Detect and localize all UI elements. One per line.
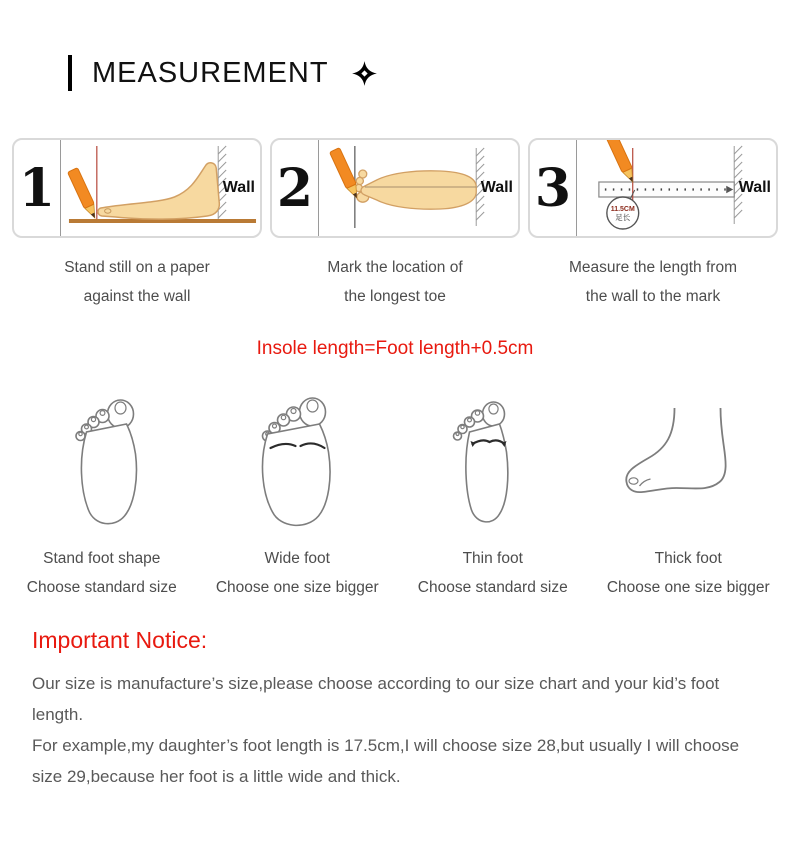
callout-label: 足长 (615, 212, 631, 223)
wide-foot-label: Wide foot Choose one size bigger (215, 550, 379, 596)
important-notice-section (32, 627, 752, 792)
notice-heading: Important Notice: (32, 627, 208, 653)
step-3-illustration (577, 140, 776, 236)
wall-label: Wall (480, 179, 513, 196)
foot-type-labels (0, 544, 790, 602)
pencil-icon (68, 168, 100, 221)
step-2-illustration (319, 140, 518, 236)
thin-foot-illustration (395, 386, 584, 536)
thick-foot-illustration (584, 386, 773, 536)
step-2-caption: Mark the location of the longest toe (327, 259, 463, 305)
thin-foot-label: Thin foot Choose standard size (417, 550, 568, 596)
pencil-icon (330, 148, 362, 201)
wall-label: Wall (738, 179, 771, 196)
thick-foot-label: Thick foot Choose one size bigger (606, 550, 770, 596)
page-title: MEASUREMENT (92, 56, 329, 89)
step-number: 2 (272, 140, 319, 236)
header (68, 52, 790, 94)
standard-foot-illustration (18, 386, 207, 536)
foot-type-illustrations (0, 386, 790, 536)
ruler-icon (599, 182, 734, 197)
step-captions (0, 253, 790, 311)
step-box-1 (12, 138, 262, 238)
step-number: 3 (530, 140, 577, 236)
insole-formula: Insole length=Foot length+0.5cm (256, 338, 534, 359)
title-accent-bar (68, 55, 72, 91)
thick-foot-side-view-icon (610, 386, 745, 536)
thin-foot-top-view-icon (427, 386, 552, 536)
callout-measurement: 11.5CM (610, 205, 635, 214)
step-1-illustration (61, 140, 260, 236)
standard-foot-label: Stand foot shape Choose standard size (26, 550, 177, 596)
standard-foot-top-view-icon (50, 386, 175, 536)
step-number: 1 (14, 140, 61, 236)
measurement-steps (0, 138, 790, 238)
step-box-2 (270, 138, 520, 238)
wide-foot-illustration (207, 386, 396, 536)
wall-label: Wall (222, 179, 255, 196)
step-1-caption: Stand still on a paper against the wall (64, 259, 210, 305)
step-box-3 (528, 138, 778, 238)
notice-paragraph-2: For example,my daughter’s foot length is 17.5cm,I will choose size 28,but usually I will choose size 29,because her foot is a little wide and thick. (32, 736, 740, 786)
step-3-caption: Measure the length from the wall to the mark (568, 259, 737, 305)
four-petal-star-icon (351, 60, 378, 87)
notice-paragraph-1: Our size is manufacture’s size,please choose according to our size chart and your kid’s foot length. (32, 674, 720, 724)
wide-foot-top-view-icon (238, 386, 363, 536)
